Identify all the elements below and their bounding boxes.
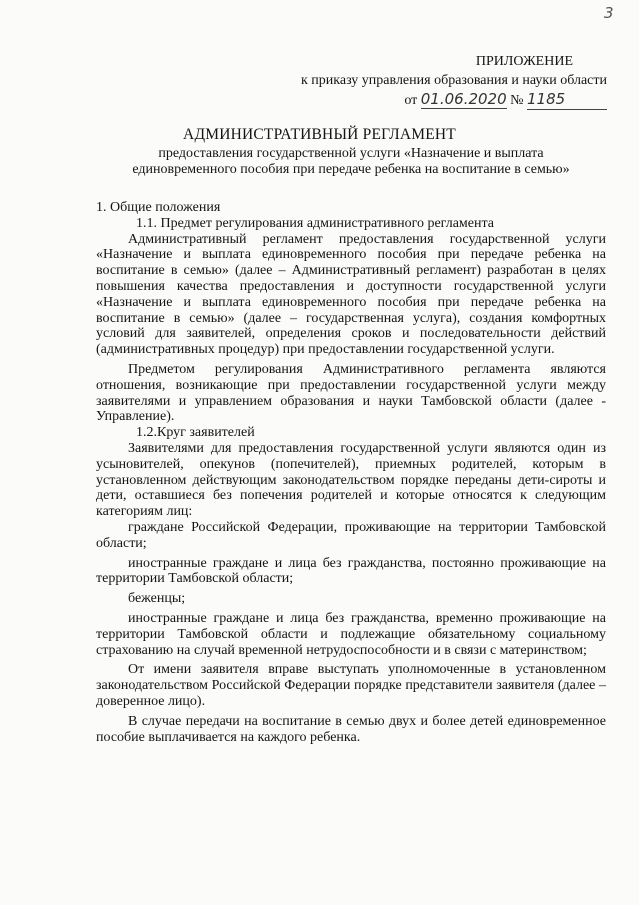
- appendix-title: ПРИЛОЖЕНИЕ: [475, 54, 573, 69]
- subsection-heading-1-2: 1.2.Круг заявителей: [136, 425, 255, 441]
- document-body: [96, 200, 606, 745]
- section-heading: 1. Общие положения: [96, 200, 221, 215]
- list-item: граждане Российской Федерации, проживающие на территории Тамбовской области;: [96, 519, 606, 551]
- page-number: 3: [604, 4, 614, 22]
- paragraph: От имени заявителя вправе выступать уполномоченные в установленном законодательством Российской Федерации порядке представители заявителя (далее – доверенное лицо).: [96, 662, 606, 709]
- appendix-block: [301, 52, 607, 110]
- list-item: иностранные граждане и лица без гражданства, временно проживающие на территории Тамбовской области и подлежащие обязательному социальному страхованию на случай временной нетрудоспособности и в связи с материнством;: [96, 610, 606, 658]
- subtitle-line-1: предоставления государственной услуги «Назначение и выплата: [158, 146, 544, 161]
- paragraph: Предметом регулирования Административного регламента являются отношения, возникающие при предоставлении государственной услуги между заявителями и управлением образования и науки Тамбовской области (далее - Управление).: [96, 361, 606, 425]
- paragraph: Заявителями для предоставления государственной услуги являются один из усыновителей, опекунов (попечителей), приемных родителей, которым в установленном действующим законодательством порядке переданы дети-сироты и дети, оставшиеся без попечения родителей и которые относятся к следующим категориям лиц:: [96, 440, 606, 520]
- appendix-order-line: к приказу управления образования и науки области: [300, 73, 607, 88]
- number-sign: №: [510, 93, 524, 108]
- document-subtitle: [96, 146, 606, 178]
- list-item: иностранные граждане и лица без гражданства, постоянно проживающие на территории Тамбовской области;: [96, 555, 606, 587]
- handwritten-date: 01.06.2020: [420, 90, 507, 108]
- subtitle-line-2: единовременного пособия при передаче ребенка на воспитание в семью»: [132, 162, 570, 177]
- paragraph: В случае передачи на воспитание в семью двух и более детей единовременное пособие выплачивается на каждого ребенка.: [96, 713, 606, 745]
- subsection-heading-1-1: 1.1. Предмет регулирования административного регламента: [136, 215, 494, 231]
- paragraph: Административный регламент предоставления государственной услуги «Назначение и выплата единовременного пособия при передаче ребенка на воспитание в семью» (далее – Административный регламент) разработан в целях повышения качества предоставления и доступности государственной услуги «Назначение и выплата единовременного пособия при передаче ребенка на воспитание в семью» (далее – государственная услуга), создания комфортных условий для заявителей, определения сроков и последовательности действий (административных процедур) при предоставлении государственной услуги.: [96, 231, 606, 358]
- date-prefix: от: [404, 93, 418, 108]
- handwritten-number: 1185: [527, 90, 607, 110]
- document-title: АДМИНИСТРАТИВНЫЙ РЕГЛАМЕНТ: [183, 126, 456, 143]
- appendix-date-line: [301, 90, 607, 110]
- list-item: беженцы;: [128, 591, 186, 607]
